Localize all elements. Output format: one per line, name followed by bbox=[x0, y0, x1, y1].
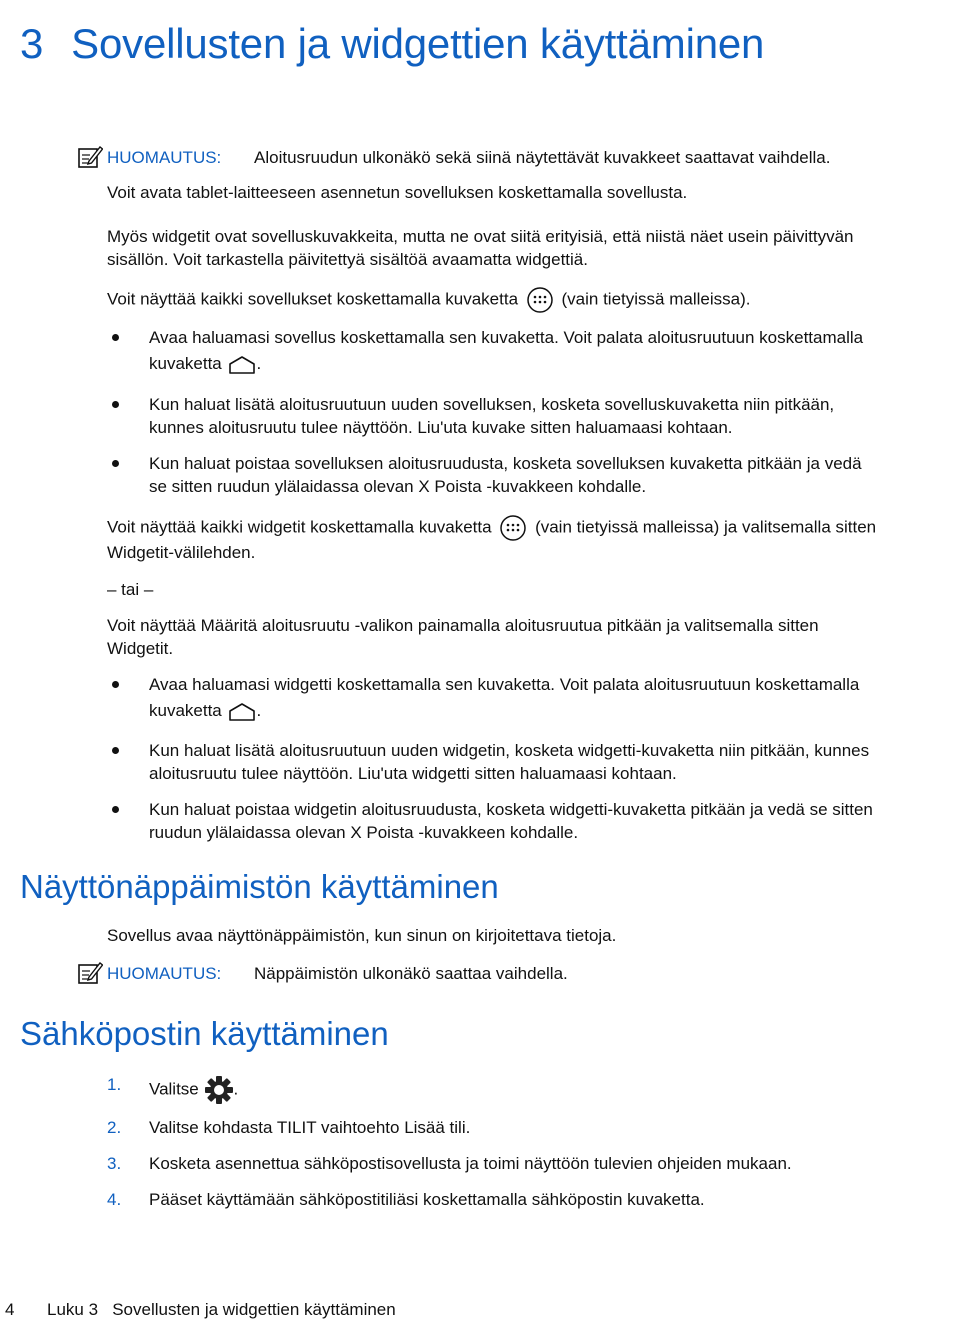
or-separator: – tai – bbox=[107, 580, 154, 599]
step-number: 3. bbox=[107, 1154, 122, 1173]
x-poista-term: X Poista bbox=[350, 823, 414, 842]
all-apps-icon bbox=[499, 514, 527, 542]
paragraph-all-widgets-line2: Widgetit-välilehden. bbox=[107, 543, 256, 562]
x-poista-term: X Poista bbox=[418, 477, 482, 496]
note-pencil-icon bbox=[77, 959, 103, 985]
paragraph-open-app: Voit avata tablet-laitteeseen asennetun sovelluksen koskettamalla sovellusta. bbox=[107, 183, 688, 202]
bullet bbox=[112, 401, 119, 408]
widgetit-term: Widgetit bbox=[107, 543, 169, 562]
maarita-aloitusruutu-term: Määritä aloitusruutu bbox=[200, 616, 350, 635]
paragraph-all-apps bbox=[107, 286, 947, 314]
list-item-app-add-line1: Kun haluat lisätä aloitusruutuun uuden sovelluksen, kosketa sovelluskuvaketta niin pitkään, bbox=[149, 395, 835, 414]
list-item-widget-remove-line2: ruudun ylälaidassa olevan X Poista -kuvakkeen kohdalle. bbox=[149, 823, 579, 842]
list-item-app-add-line2: kunnes aloitusruutu tulee näyttöön. Liu'uta kuvake sitten haluamaasi kohtaan. bbox=[149, 418, 733, 437]
list-item-widget-open-line1: Avaa haluamasi widgetti koskettamalla sen kuvaketta. Voit palata aloitusruutuun koskettamalla bbox=[149, 675, 860, 694]
tilit-term: TILIT bbox=[276, 1118, 317, 1137]
list-item-widget-add-line1: Kun haluat lisätä aloitusruutuun uuden widgetin, kosketa widgetti-kuvaketta niin pitkään, kunnes bbox=[149, 741, 870, 760]
note-pencil-icon bbox=[77, 143, 103, 169]
paragraph-home-menu-line1: Voit näyttää Määritä aloitusruutu -valikon painamalla aloitusruutua pitkään ja valitsemalla sitten bbox=[107, 616, 819, 635]
all-apps-text-after: (vain tietyissä malleissa). bbox=[561, 289, 751, 309]
paragraph-widgets-line1: Myös widgetit ovat sovelluskuvakkeita, mutta ne ovat siitä erityisiä, että niistä näet usein päivittyvän bbox=[107, 227, 854, 246]
list-item-widget-remove-line1: Kun haluat poistaa widgetin aloitusruudusta, kosketa widgetti-kuvaketta pitkään ja vedä se sitten bbox=[149, 800, 873, 819]
paragraph-home-menu-line2: Widgetit. bbox=[107, 639, 174, 658]
section-heading-email: Sähköpostin käyttäminen bbox=[20, 1015, 389, 1052]
note-label: HUOMAUTUS: bbox=[107, 148, 222, 167]
step-number: 1. bbox=[107, 1075, 122, 1094]
note-text: Näppäimistön ulkonäkö saattaa vaihdella. bbox=[254, 964, 568, 983]
step-4-text: Pääset käyttämään sähköpostitiliäsi koskettamalla sähköpostin kuvaketta. bbox=[149, 1190, 705, 1209]
widgetit-term: Widgetit bbox=[107, 639, 169, 658]
lisaa-tili-term: Lisää tili bbox=[404, 1118, 466, 1137]
note-text: Aloitusruudun ulkonäkö sekä siinä näytettävät kuvakkeet saattavat vaihdella. bbox=[254, 148, 831, 167]
paragraph-widgets-line2: sisällön. Voit tarkastella päivitettyä sisältöä avaamatta widgettiä. bbox=[107, 250, 588, 269]
paragraph-all-widgets-line1: Voit näyttää kaikki widgetit koskettamalla kuvaketta (vain tietyissä malleissa) ja valitsemalla sitten bbox=[107, 514, 947, 542]
list-item-app-remove-line1: Kun haluat poistaa sovelluksen aloitusruudusta, kosketa sovelluksen kuvaketta pitkään ja vedä bbox=[149, 454, 862, 473]
step-number: 2. bbox=[107, 1118, 122, 1137]
step-1-text: Valitse . bbox=[149, 1075, 949, 1105]
bullet bbox=[112, 681, 119, 688]
all-apps-icon bbox=[526, 286, 554, 314]
list-item-widget-open-line2: kuvaketta . bbox=[149, 699, 949, 723]
note-label: HUOMAUTUS: bbox=[107, 964, 222, 983]
all-apps-text: Voit näyttää kaikki sovellukset koskettamalla kuvaketta bbox=[107, 289, 519, 309]
list-item-app-remove-line2: se sitten ruudun ylälaidassa olevan X Poista -kuvakkeen kohdalle. bbox=[149, 477, 647, 496]
page-number: 4 bbox=[5, 1300, 15, 1319]
list-item-widget-add-line2: aloitusruutu tulee näyttöön. Liu'uta widgetti sitten haluamaasi kohtaan. bbox=[149, 764, 677, 783]
settings-gear-icon bbox=[204, 1075, 234, 1105]
bullet bbox=[112, 747, 119, 754]
step-3-text: Kosketa asennettua sähköpostisovellusta ja toimi näyttöön tulevien ohjeiden mukaan. bbox=[149, 1154, 792, 1173]
home-icon bbox=[227, 701, 257, 723]
chapter-title bbox=[20, 16, 764, 72]
chapter-number: 3 bbox=[20, 20, 44, 67]
bullet bbox=[112, 460, 119, 467]
list-item-app-open-line2: kuvaketta . bbox=[149, 352, 949, 376]
bullet bbox=[112, 806, 119, 813]
step-2-text: Valitse kohdasta TILIT vaihtoehto Lisää tili. bbox=[149, 1118, 471, 1137]
list-item-app-open-line1: Avaa haluamasi sovellus koskettamalla sen kuvaketta. Voit palata aloitusruutuun koskettamalla bbox=[149, 328, 864, 347]
chapter-title-text: Sovellusten ja widgettien käyttäminen bbox=[71, 20, 765, 67]
step-number: 4. bbox=[107, 1190, 122, 1209]
section-heading-keyboard: Näyttönäppäimistön käyttäminen bbox=[20, 868, 499, 905]
home-icon bbox=[227, 354, 257, 376]
bullet bbox=[112, 334, 119, 341]
footer-chapter: Luku 3 Sovellusten ja widgettien käyttäminen bbox=[47, 1300, 396, 1319]
paragraph-keyboard: Sovellus avaa näyttönäppäimistön, kun sinun on kirjoitettava tietoja. bbox=[107, 926, 617, 945]
